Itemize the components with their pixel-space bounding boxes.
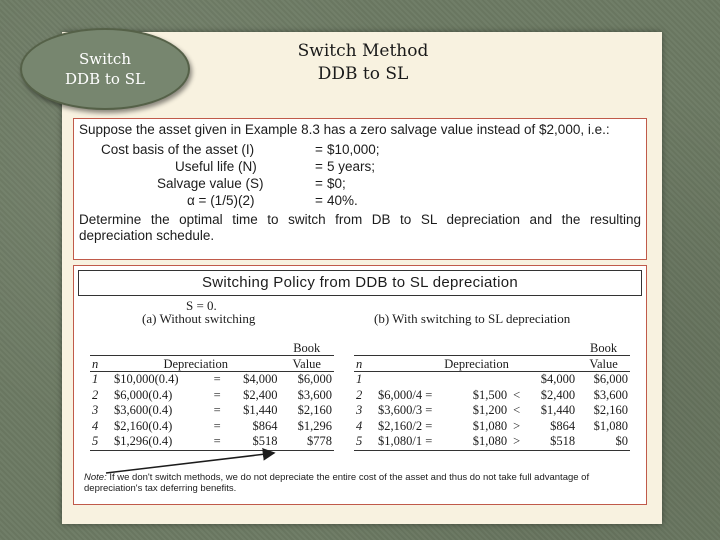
given-eq: = — [315, 142, 323, 157]
given-label: Useful life (N) — [175, 159, 257, 174]
depreciation-header: Depreciation — [163, 357, 229, 371]
n-cell: 3 — [92, 403, 99, 418]
book-header-line1: Book — [293, 340, 321, 355]
book-value-cell: $0 — [615, 434, 628, 449]
formula-cell: $6,000(0.4) — [114, 387, 173, 402]
n-cell: 1 — [356, 372, 363, 387]
policy-title: Switching Policy from DDB to SL depreciation — [78, 270, 642, 296]
caption-without-switching: (a) Without switching — [142, 311, 256, 326]
book-header-line1: Book — [590, 340, 618, 355]
salvage-equation: S = 0. — [186, 298, 217, 313]
book-header-line2: Value — [589, 357, 618, 371]
eq-cell: = — [213, 434, 221, 449]
n-cell: 1 — [92, 372, 99, 387]
given-label: Salvage value (S) — [157, 176, 264, 191]
depreciation-cell: $4,000 — [540, 372, 576, 387]
n-cell: 2 — [92, 387, 99, 402]
eq-text: = — [425, 387, 433, 402]
given-row-life — [101, 158, 641, 175]
formula-cell: $3,600(0.4) — [114, 403, 173, 418]
given-value: $10,000; — [327, 142, 380, 157]
switching-policy-panel — [73, 265, 647, 505]
badge-line-1: Switch — [78, 50, 131, 68]
caption-with-switching: (b) With switching to SL depreciation — [374, 311, 571, 326]
depreciation-cell: $864 — [252, 418, 278, 433]
eq-cell: = — [213, 372, 221, 387]
depreciation-cell: $518 — [252, 434, 278, 449]
problem-statement — [73, 118, 647, 260]
sl-cell: $1,080 — [472, 434, 508, 449]
book-value-cell: $2,160 — [593, 403, 628, 418]
problem-task: Determine the optimal time to switch from DB to SL depreciation and the resulting depreciation schedule. — [79, 212, 641, 243]
book-value-cell: $6,000 — [297, 372, 332, 387]
formula-text: $6,000/4 — [378, 387, 423, 402]
eq-cell: = — [213, 403, 221, 418]
compare-cell: < — [513, 387, 521, 402]
eq-text: = — [425, 418, 433, 433]
depreciation-cell: $2,400 — [243, 387, 278, 402]
badge-line-2: DDB to SL — [65, 70, 145, 88]
title-line-1: Switch Method — [297, 41, 429, 61]
given-eq: = — [315, 159, 323, 174]
given-value: $0; — [327, 176, 346, 191]
sl-cell: $1,080 — [472, 418, 508, 433]
depreciation-header: Depreciation — [444, 357, 509, 371]
compare-cell: < — [513, 403, 521, 418]
sl-cell: $1,200 — [472, 403, 508, 418]
depreciation-cell: $864 — [550, 418, 576, 433]
formula-text: $1,080/1 — [378, 434, 423, 449]
given-row-cost — [101, 141, 641, 158]
formula-cell: $2,160(0.4) — [114, 418, 173, 433]
given-eq: = — [315, 193, 323, 208]
formula-text: $2,160/2 — [378, 418, 423, 433]
book-value-cell: $2,160 — [297, 403, 332, 418]
formula-text: $3,600/3 — [378, 403, 423, 418]
compare-cell: > — [513, 434, 521, 449]
n-cell: 5 — [92, 434, 99, 449]
n-cell: 4 — [356, 418, 363, 433]
sl-cell: $1,500 — [472, 387, 508, 402]
slide-title — [288, 40, 438, 86]
eq-text: = — [425, 403, 433, 418]
depreciation-cell: $2,400 — [540, 387, 576, 402]
n-header: n — [92, 357, 99, 371]
formula-cell: $1,296(0.4) — [114, 434, 173, 449]
n-cell: 2 — [356, 387, 363, 402]
given-eq: = — [315, 176, 323, 191]
n-header: n — [356, 357, 363, 371]
footnote — [84, 472, 636, 494]
book-value-cell: $778 — [307, 434, 332, 449]
book-value-cell: $1,296 — [297, 418, 332, 433]
eq-cell: = — [213, 387, 221, 402]
note-text: If we don't switch methods, we do not depreciate the entire cost of the asset and thus do not take full advantage of depreciation's tax deferring benefits. — [84, 472, 590, 494]
note-label: Note: — [84, 472, 107, 483]
book-value-cell: $6,000 — [593, 372, 628, 387]
given-label: Cost basis of the asset (I) — [101, 142, 255, 157]
depreciation-cell: $4,000 — [243, 372, 278, 387]
given-value: 5 years; — [327, 159, 376, 174]
book-header-line2: Value — [292, 357, 321, 371]
formula-cell: $10,000(0.4) — [114, 372, 179, 387]
n-cell: 4 — [92, 418, 99, 433]
compare-cell: > — [513, 418, 521, 433]
eq-cell: = — [213, 418, 221, 433]
title-line-2: DDB to SL — [317, 64, 409, 84]
depreciation-cell: $1,440 — [540, 403, 576, 418]
section-badge — [20, 28, 190, 110]
given-row-alpha — [101, 192, 641, 209]
n-cell: 5 — [356, 434, 363, 449]
note-pointer-arrow — [74, 266, 648, 506]
eq-text: = — [425, 434, 433, 449]
book-value-cell: $3,600 — [593, 387, 628, 402]
n-cell: 3 — [356, 403, 363, 418]
book-value-cell: $1,080 — [593, 418, 628, 433]
given-label: α = (1/5)(2) — [187, 193, 255, 208]
book-value-cell: $3,600 — [297, 387, 332, 402]
depreciation-cell: $1,440 — [243, 403, 278, 418]
problem-intro: Suppose the asset given in Example 8.3 has a zero salvage value instead of $2,000, i.e.: — [79, 122, 610, 137]
given-row-salvage — [101, 175, 641, 192]
given-values — [101, 141, 641, 209]
depreciation-cell: $518 — [550, 434, 576, 449]
given-value: 40%. — [327, 193, 358, 208]
